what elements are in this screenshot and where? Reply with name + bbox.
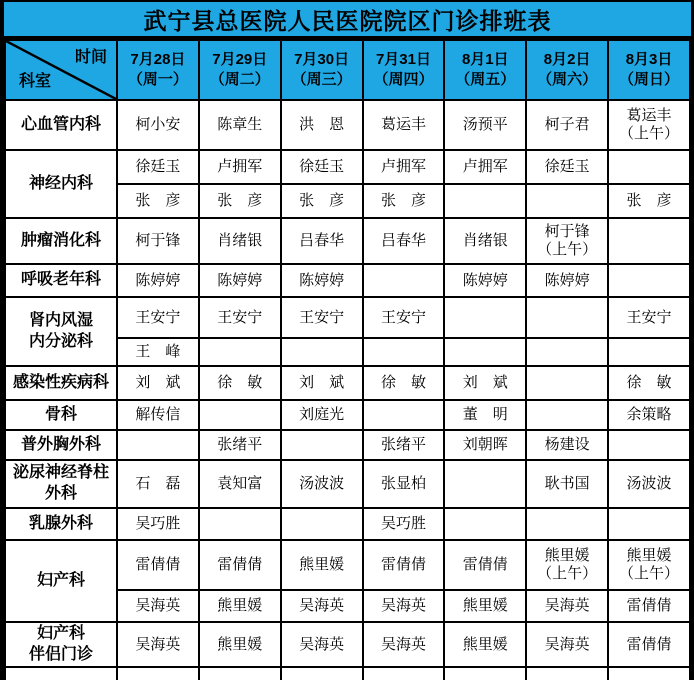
- doctor-cell: 汤波波: [281, 460, 363, 508]
- table-row: [5, 622, 690, 667]
- doctor-cell: 葛运丰: [363, 100, 445, 150]
- department-cell: 普外胸外科: [5, 430, 117, 460]
- doctor-cell: 余策略: [608, 400, 690, 430]
- doctor-cell: 柯于锋 （上午）: [526, 218, 608, 264]
- table-row: [5, 430, 690, 460]
- time-label: 时间: [74, 49, 107, 66]
- doctor-cell: 王安宁: [281, 297, 363, 338]
- doctor-cell: 陈婷婷: [526, 264, 608, 297]
- weekday-text: （周六）: [537, 71, 598, 88]
- weekday-text: （周三）: [291, 71, 352, 88]
- doctor-cell: 陈婷婷: [199, 264, 281, 297]
- column-header-day2: [199, 40, 281, 100]
- doctor-cell: 熊里媛: [199, 622, 281, 667]
- doctor-cell: [199, 508, 281, 540]
- doctor-cell: [608, 338, 690, 366]
- table-row: [5, 400, 690, 430]
- doctor-cell: 张 彦: [608, 184, 690, 218]
- doctor-cell: [608, 264, 690, 297]
- doctor-cell: [526, 400, 608, 430]
- doctor-cell: [199, 400, 281, 430]
- doctor-cell: 雷倩倩: [117, 540, 199, 590]
- department-cell: [5, 667, 117, 680]
- date-text: 7月31日: [375, 50, 431, 68]
- doctor-cell: [199, 667, 281, 680]
- doctor-cell: [363, 667, 445, 680]
- date-text: 8月3日: [625, 50, 673, 68]
- doctor-cell: 汤波波: [608, 460, 690, 508]
- doctor-cell: 雷倩倩: [363, 540, 445, 590]
- doctor-cell: 陈婷婷: [117, 264, 199, 297]
- date-text: 7月29日: [212, 50, 268, 68]
- doctor-cell: 陈婷婷: [444, 264, 526, 297]
- doctor-cell: 张 彦: [117, 184, 199, 218]
- table-row: [5, 264, 690, 297]
- doctor-cell: 徐廷玉: [526, 150, 608, 184]
- doctor-cell: 肖绪银: [444, 218, 526, 264]
- doctor-cell: 雷倩倩: [608, 622, 690, 667]
- table-row: [5, 460, 690, 508]
- weekday-text: （周日）: [619, 71, 680, 88]
- doctor-cell: 陈婷婷: [281, 264, 363, 297]
- doctor-cell: [444, 667, 526, 680]
- doctor-cell: 熊里媛: [444, 622, 526, 667]
- table-row: [5, 366, 690, 400]
- doctor-cell: [444, 338, 526, 366]
- doctor-cell: 徐廷玉: [117, 150, 199, 184]
- page-title: 武宁县总医院人民医院院区门诊排班表: [4, 2, 691, 39]
- doctor-cell: 吕春华: [281, 218, 363, 264]
- doctor-cell: 徐廷玉: [281, 150, 363, 184]
- doctor-cell: 吴海英: [526, 590, 608, 622]
- doctor-cell: [117, 667, 199, 680]
- doctor-cell: 解传信: [117, 400, 199, 430]
- doctor-cell: [444, 184, 526, 218]
- doctor-cell: 刘 斌: [117, 366, 199, 400]
- doctor-cell: [526, 338, 608, 366]
- doctor-cell: 熊里媛: [281, 540, 363, 590]
- doctor-cell: [526, 366, 608, 400]
- doctor-cell: 王 峰: [117, 338, 199, 366]
- department-cell: 妇产科: [5, 540, 117, 622]
- doctor-cell: 吕春华: [363, 218, 445, 264]
- doctor-cell: [608, 667, 690, 680]
- doctor-cell: [526, 184, 608, 218]
- doctor-cell: 吴海英: [363, 590, 445, 622]
- department-cell: 神经内科: [5, 150, 117, 218]
- doctor-cell: 刘 斌: [281, 366, 363, 400]
- doctor-cell: 刘 斌: [444, 366, 526, 400]
- doctor-cell: 王安宁: [608, 297, 690, 338]
- doctor-cell: 张 彦: [363, 184, 445, 218]
- table-row: [5, 100, 690, 150]
- date-text: 7月28日: [130, 50, 186, 68]
- doctor-cell: 雷倩倩: [444, 540, 526, 590]
- doctor-cell: [526, 297, 608, 338]
- doctor-cell: 吴海英: [281, 622, 363, 667]
- department-cell: 乳腺外科: [5, 508, 117, 540]
- doctor-cell: [281, 338, 363, 366]
- schedule-body: [5, 100, 690, 680]
- doctor-cell: 袁知富: [199, 460, 281, 508]
- doctor-cell: 董 明: [444, 400, 526, 430]
- doctor-cell: [608, 508, 690, 540]
- doctor-cell: 王安宁: [363, 297, 445, 338]
- doctor-cell: [444, 297, 526, 338]
- doctor-cell: 刘庭光: [281, 400, 363, 430]
- doctor-cell: 王安宁: [117, 297, 199, 338]
- header-row: [5, 40, 690, 100]
- table-row: [5, 508, 690, 540]
- doctor-cell: 雷倩倩: [199, 540, 281, 590]
- column-header-day4: [363, 40, 445, 100]
- doctor-cell: 张绪平: [363, 430, 445, 460]
- table-row: [5, 297, 690, 338]
- doctor-cell: 石 磊: [117, 460, 199, 508]
- column-header-day7: [608, 40, 690, 100]
- doctor-cell: 张 彦: [199, 184, 281, 218]
- doctor-cell: 徐 敏: [363, 366, 445, 400]
- doctor-cell: [363, 338, 445, 366]
- column-header-day3: [281, 40, 363, 100]
- table-row: [5, 218, 690, 264]
- doctor-cell: 张显柏: [363, 460, 445, 508]
- doctor-cell: [117, 430, 199, 460]
- department-cell: 泌尿神经脊柱 外科: [5, 460, 117, 508]
- doctor-cell: 熊里媛 （上午）: [608, 540, 690, 590]
- date-text: 7月30日: [294, 50, 350, 68]
- schedule-table: [4, 39, 691, 680]
- doctor-cell: [608, 150, 690, 184]
- doctor-cell: 吴巧胜: [363, 508, 445, 540]
- doctor-cell: 吴海英: [117, 622, 199, 667]
- doctor-cell: 徐 敏: [608, 366, 690, 400]
- doctor-cell: 耿书国: [526, 460, 608, 508]
- doctor-cell: [444, 460, 526, 508]
- doctor-cell: 卢拥军: [444, 150, 526, 184]
- dept-label: 科室: [19, 73, 52, 91]
- weekday-text: （周四）: [373, 71, 434, 88]
- doctor-cell: [281, 430, 363, 460]
- department-cell: 心血管内科: [5, 100, 117, 150]
- department-cell: 骨科: [5, 400, 117, 430]
- doctor-cell: [363, 400, 445, 430]
- weekday-text: （周一）: [127, 71, 188, 88]
- doctor-cell: 吴海英: [281, 590, 363, 622]
- department-cell: 呼吸老年科: [5, 264, 117, 297]
- department-cell: 妇产科 伴侣门诊: [5, 622, 117, 667]
- department-cell: 感染性疾病科: [5, 366, 117, 400]
- doctor-cell: [199, 338, 281, 366]
- doctor-cell: 柯小安: [117, 100, 199, 150]
- doctor-cell: 卢拥军: [199, 150, 281, 184]
- weekday-text: （周五）: [455, 71, 516, 88]
- doctor-cell: 吴海英: [526, 622, 608, 667]
- weekday-text: （周二）: [209, 71, 270, 88]
- doctor-cell: 吴巧胜: [117, 508, 199, 540]
- column-header-day5: [444, 40, 526, 100]
- column-header-day6: [526, 40, 608, 100]
- doctor-cell: 洪 恩: [281, 100, 363, 150]
- doctor-cell: [526, 508, 608, 540]
- doctor-cell: 柯于锋: [117, 218, 199, 264]
- doctor-cell: [608, 218, 690, 264]
- doctor-cell: [363, 264, 445, 297]
- doctor-cell: 杨建设: [526, 430, 608, 460]
- partial-row: [5, 667, 690, 680]
- department-cell: 肿瘤消化科: [5, 218, 117, 264]
- doctor-cell: 徐 敏: [199, 366, 281, 400]
- doctor-cell: 张 彦: [281, 184, 363, 218]
- doctor-cell: 刘朝晖: [444, 430, 526, 460]
- doctor-cell: 雷倩倩: [608, 590, 690, 622]
- doctor-cell: 陈章生: [199, 100, 281, 150]
- date-text: 8月2日: [543, 50, 591, 68]
- doctor-cell: 王安宁: [199, 297, 281, 338]
- doctor-cell: [444, 508, 526, 540]
- doctor-cell: 卢拥军: [363, 150, 445, 184]
- table-row: [5, 150, 690, 184]
- doctor-cell: [281, 667, 363, 680]
- table-row: [5, 540, 690, 590]
- doctor-cell: 肖绪银: [199, 218, 281, 264]
- doctor-cell: 汤预平: [444, 100, 526, 150]
- doctor-cell: 熊里媛: [444, 590, 526, 622]
- doctor-cell: 吴海英: [363, 622, 445, 667]
- doctor-cell: 熊里媛 （上午）: [526, 540, 608, 590]
- doctor-cell: 葛运丰 （上午）: [608, 100, 690, 150]
- doctor-cell: [281, 508, 363, 540]
- date-text: 8月1日: [461, 50, 509, 68]
- column-header-day1: [117, 40, 199, 100]
- department-cell: 肾内风湿 内分泌科: [5, 297, 117, 366]
- doctor-cell: 吴海英: [117, 590, 199, 622]
- doctor-cell: [526, 667, 608, 680]
- corner-cell: [5, 40, 117, 100]
- doctor-cell: 柯子君: [526, 100, 608, 150]
- doctor-cell: 张绪平: [199, 430, 281, 460]
- doctor-cell: [608, 430, 690, 460]
- doctor-cell: 熊里媛: [199, 590, 281, 622]
